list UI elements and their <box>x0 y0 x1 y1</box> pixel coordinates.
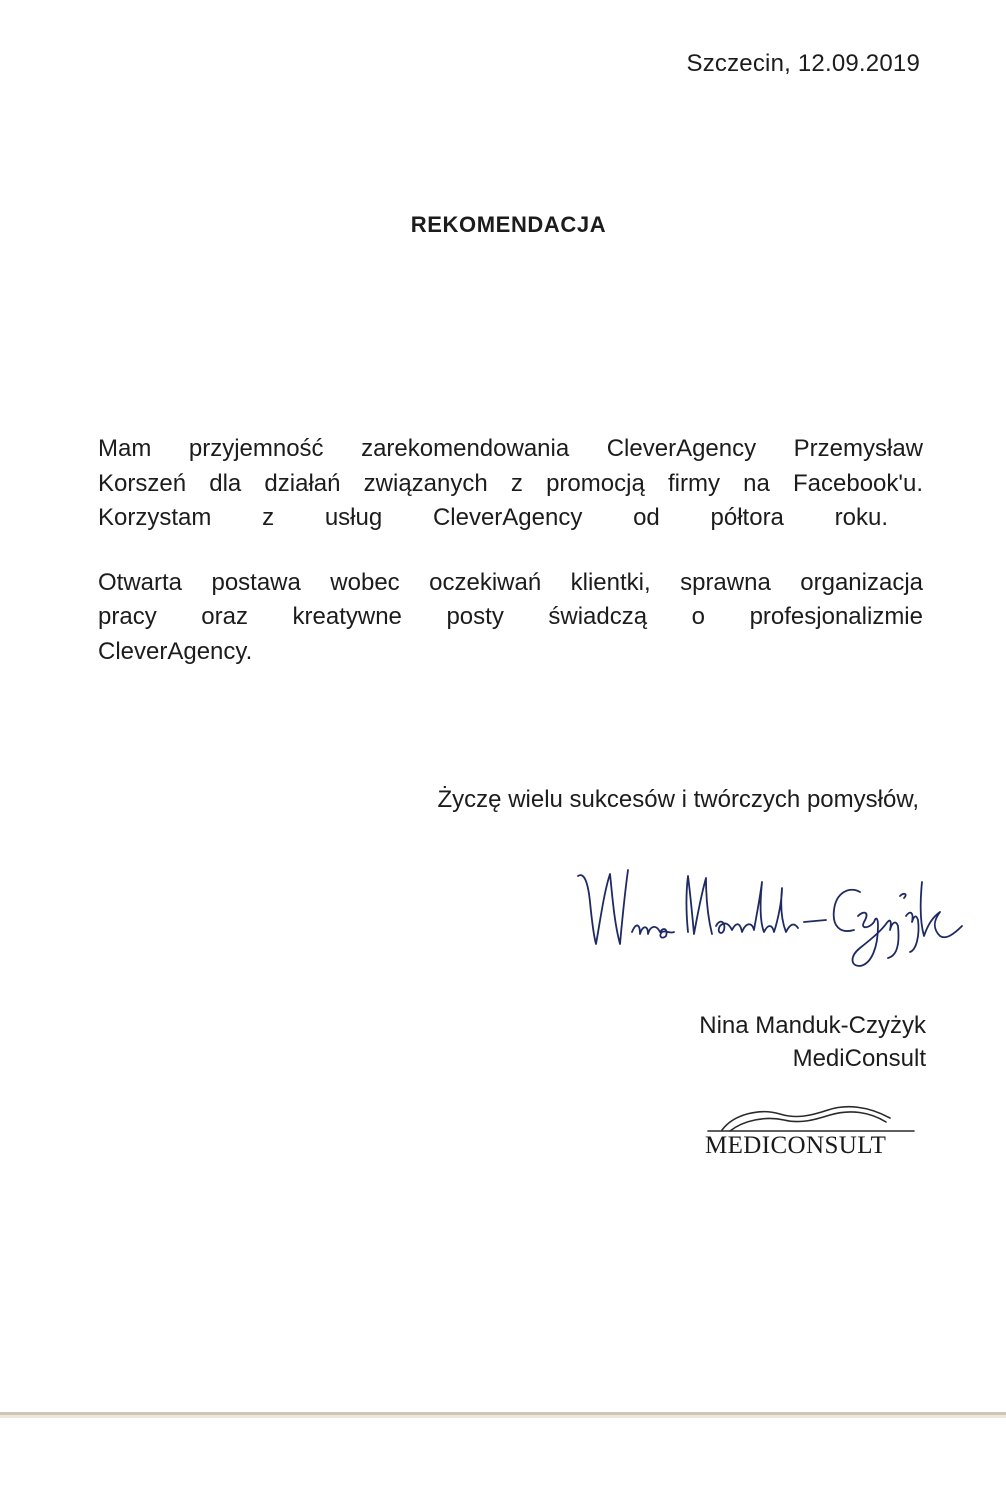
body-line: pracy oraz kreatywne posty świadczą o profesjonalizmie <box>98 603 923 630</box>
page-bottom-shade <box>0 1415 1006 1418</box>
closing-line: Życzę wielu sukcesów i twórczych pomysłów, <box>437 786 919 813</box>
signature-text: Nina Manduk-Czyżyk <box>570 852 580 853</box>
paragraph-2 <box>98 566 923 670</box>
body-line: Otwarta postawa wobec oczekiwań klientki, sprawna organizacja <box>98 568 923 596</box>
signatory-company: MediConsult <box>792 1045 926 1072</box>
handwritten-signature <box>570 852 970 982</box>
body-line: Korszeń dla działań związanych z promocją firmy na Facebook'u. <box>98 469 923 497</box>
logo-swoosh-icon <box>700 1100 920 1134</box>
body-line: Mam przyjemność zarekomendowania CleverAgency Przemysław <box>98 435 923 462</box>
body-line: CleverAgency. <box>98 637 253 665</box>
mediconsult-logo <box>700 1100 920 1164</box>
letter-title: REKOMENDACJA <box>410 212 607 237</box>
letter-body <box>98 432 923 669</box>
place-date: Szczecin, 12.09.2019 <box>686 50 920 77</box>
logo-wordmark: MEDICONSULT <box>705 1132 887 1159</box>
signatory-name: Nina Manduk-Czyżyk <box>699 1012 926 1039</box>
paragraph-1 <box>98 432 923 536</box>
body-line: Korzystam z usług CleverAgency od półtora roku. <box>98 504 888 531</box>
